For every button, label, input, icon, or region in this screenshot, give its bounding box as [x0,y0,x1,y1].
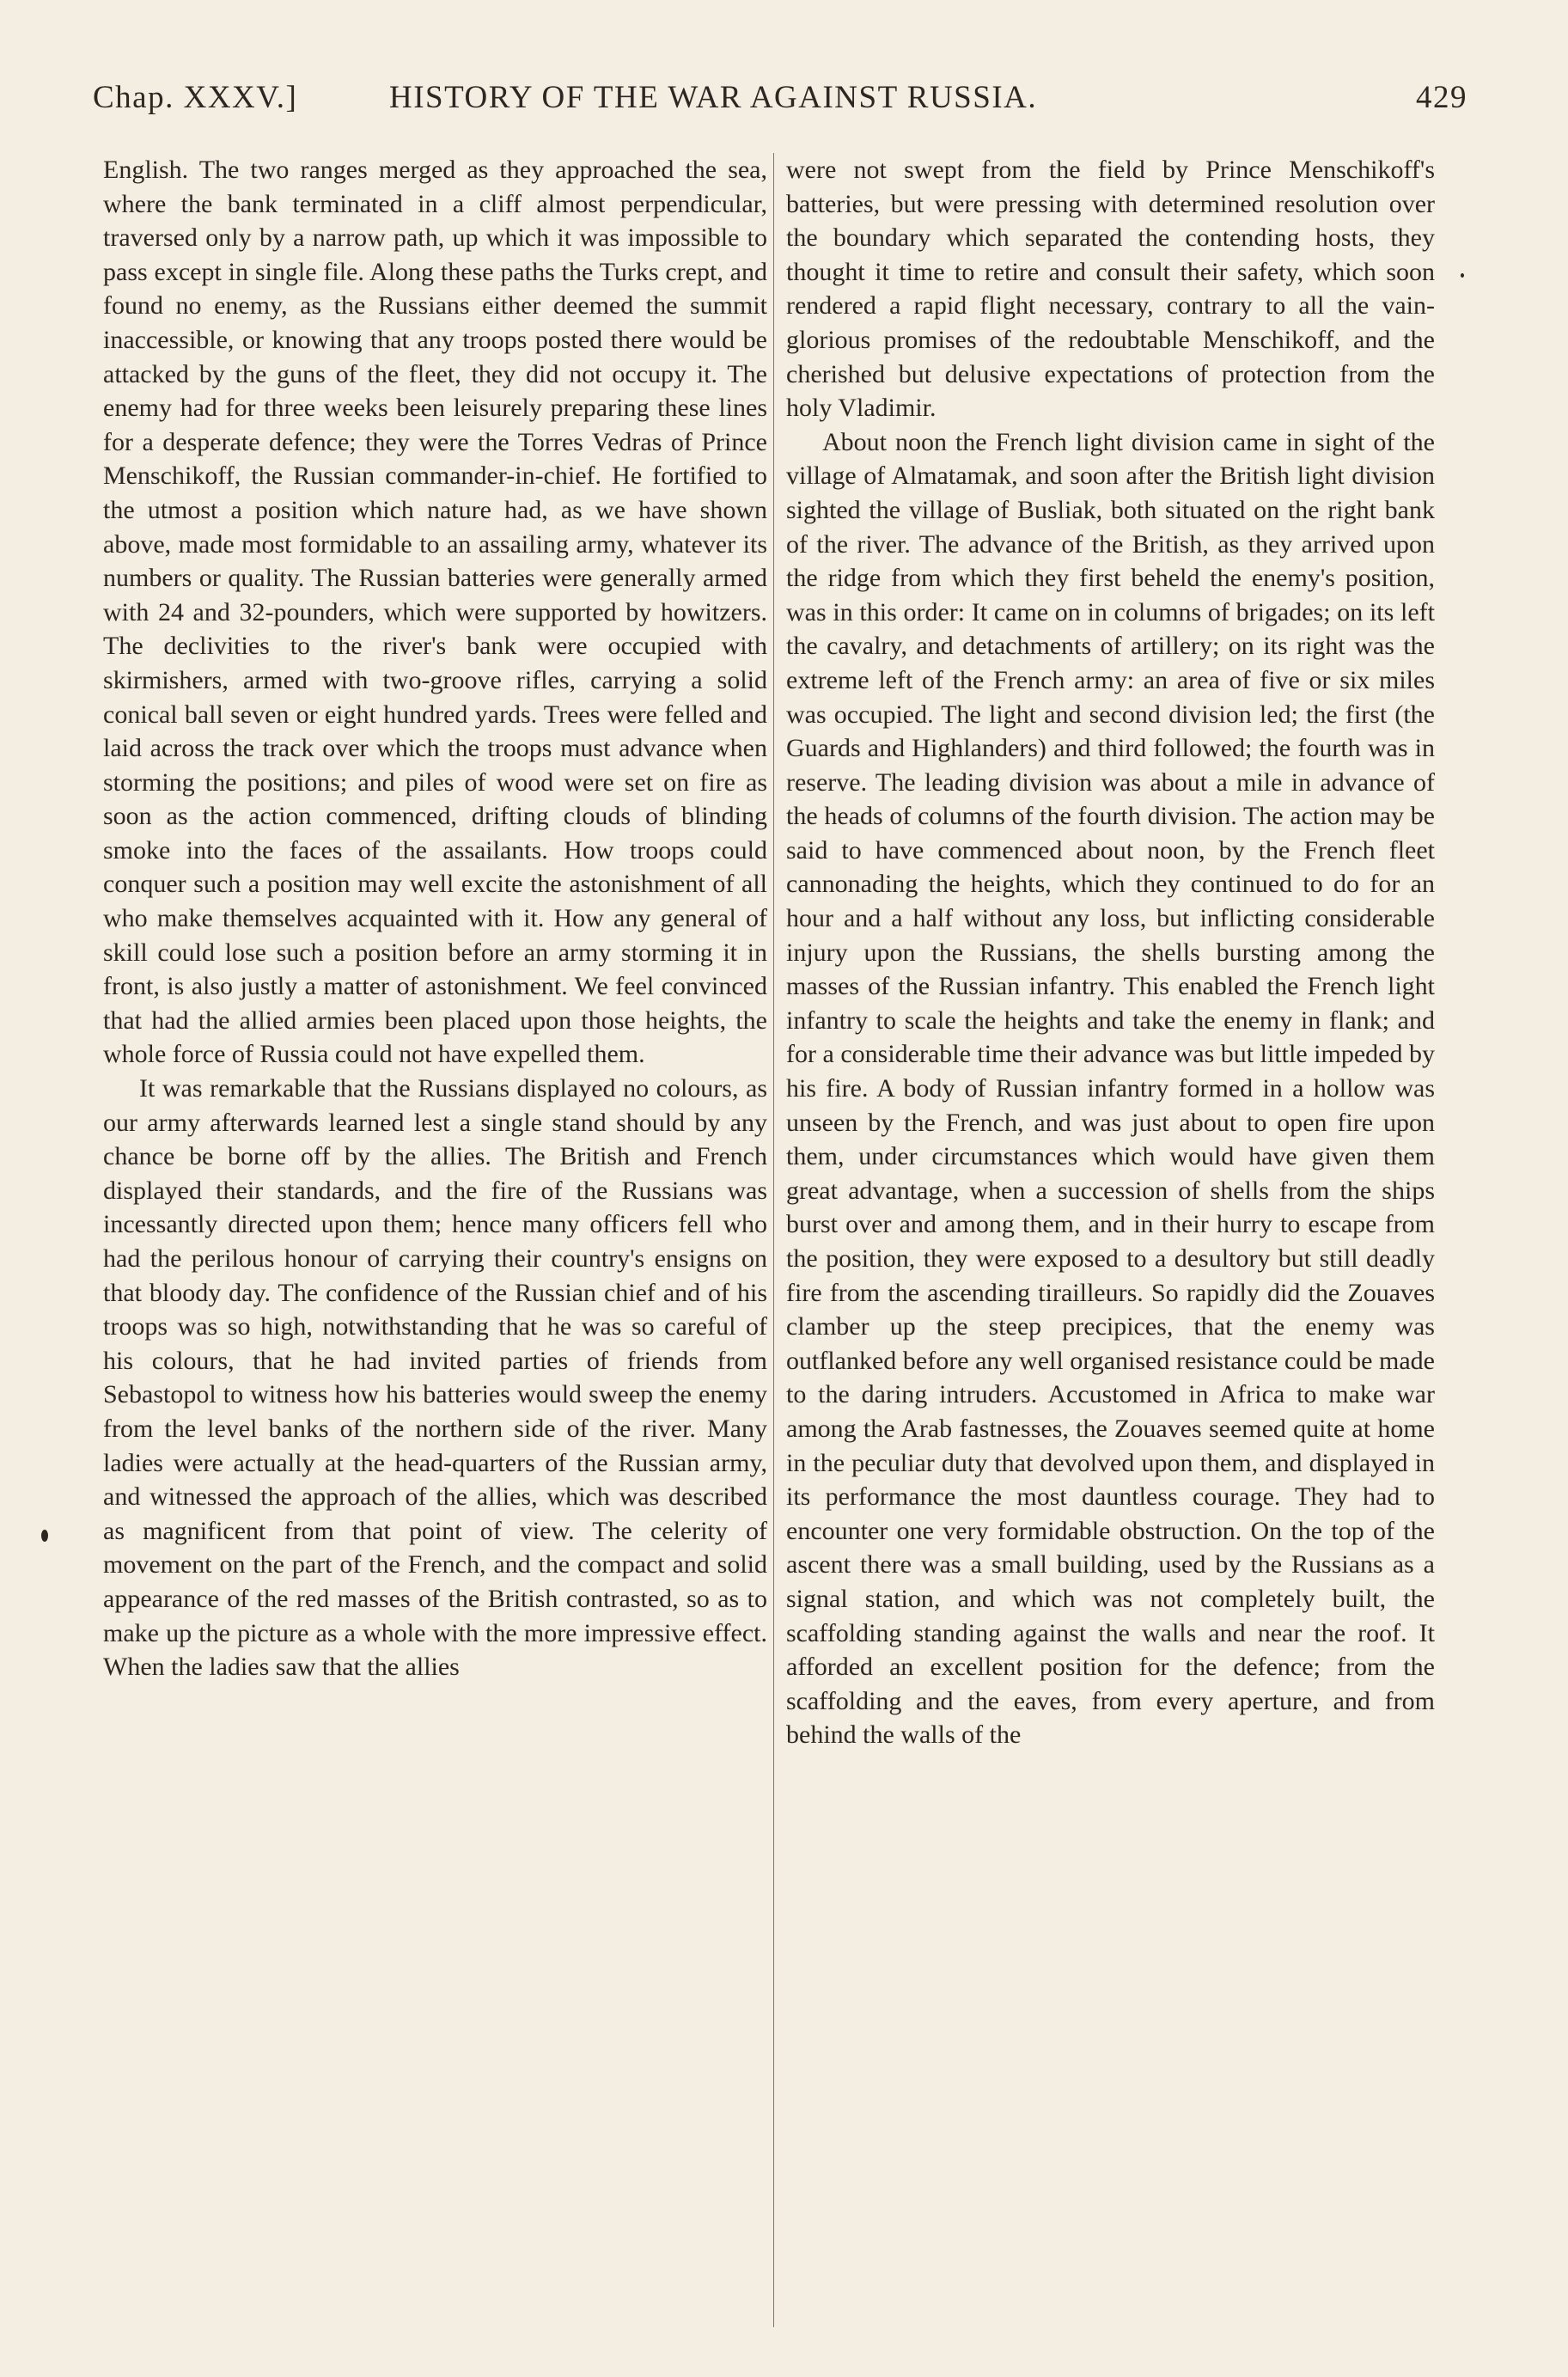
column-divider [773,153,774,2327]
right-paragraph-2: About noon the French light division came in sight of the village of Almatamak, and soon after the British light division sighted the village of Busliak, both situated on the right bank of the river. The advance of the British, as they arrived upon the ridge from which they first beheld the enemy's position, was in this order: It came on in columns of brigades; on its left the cavalry, and detachments of artillery; on its right was the extreme left of the French army: an area of five or six miles was occupied. The light and second division led; the first (the Guards and Highlanders) and third followed; the fourth was in reserve. The leading division was about a mile in advance of the heads of columns of the fourth division. The action may be said to have commenced about noon, by the French fleet cannonading the heights, which they continued to do for an hour and a half without any loss, but inflicting considerable injury upon the Russians, the shells bursting among the masses of the Russian infantry. This enabled the French light infantry to scale the heights and take the enemy in flank; and for a considerable time their advance was but little impeded by his fire. A body of Russian infantry formed in a hollow was unseen by the French, and was just about to open fire upon them, under circumstances which would have given them great advantage, when a succession of shells from the ships burst over and among them, and in their hurry to escape from the position, they were exposed to a desultory but still deadly fire from the ascending tirailleurs. So rapidly did the Zouaves clamber up the steep precipices, that the enemy was outflanked before any well organised resistance could be made to the daring intruders. Accustomed in Africa to make war among the Arab fastnesses, the Zouaves seemed quite at home in the peculiar duty that devolved upon them, and displayed in its performance the most dauntless courage. They had to encounter one very formidable obstruction. On the top of the ascent there was a small building, used by the Russians as a signal station, and which was not completely built, the scaffolding standing against the walls and near the roof. It afforded an excellent position for the defence; from the scaffolding and the eaves, from every aperture, and from behind the walls of the [786,427,1435,1750]
page-number: 429 [1416,80,1467,115]
ink-speck [41,1530,48,1542]
right-paragraph-1: were not swept from the field by Prince Menschikoff's batteries, but were pressing with determined resolution over the boundary which separated the contending hosts, they thought it time to retire and consult their safety, which soon rendered a rapid flight necessary, contrary to all the vain-glorious promises of the redoubtable Menschikoff, and the cherished but delusive expectations of protection from the holy Vladimir. [786,156,1435,423]
chapter-label: Chap. XXXV.] [93,80,298,115]
right-column [786,153,1435,1752]
running-title: HISTORY OF THE WAR AGAINST RUSSIA. [389,80,1038,115]
left-paragraph-1: English. The two ranges merged as they approached the sea, where the bank terminated in a cliff almost perpendicular, traversed only by a narrow path, up which it was impossible to pass except in single file. Along these paths the Turks crept, and found no enemy, as the Russians either deemed the summit inaccessible, or knowing that any troops posted there would be attacked by the guns of the fleet, they did not occupy it. The enemy had for three weeks been leisurely preparing these lines for a desperate defence; they were the Torres Vedras of Prince Menschikoff, the Russian commander-in-chief. He fortified to the utmost a position which nature had, as we have shown above, made most formidable to an assailing army, whatever its numbers or quality. The Russian batteries were generally armed with 24 and 32-pounders, which were supported by howitzers. The declivities to the river's bank were occupied with skirmishers, armed with two-groove rifles, carrying a solid conical ball seven or eight hundred yards. Trees were felled and laid across the track over which the troops must advance when storming the positions; and piles of wood were set on fire as soon as the action commenced, drifting clouds of blinding smoke into the faces of the assailants. How troops could conquer such a position may well excite the astonishment of all who make themselves acquainted with it. How any general of skill could lose such a position before an army storming it in front, is also justly a matter of astonishment. We feel convinced that had the allied armies been placed upon those heights, the whole force of Russia could not have expelled them. [103,156,767,1069]
ink-speck [1461,273,1464,278]
left-column [103,153,767,1684]
running-header [93,79,1467,131]
left-paragraph-2: It was remarkable that the Russians displayed no colours, as our army afterwards learned lest a single stand should by any chance be borne off by the allies. The British and French displayed their standards, and the fire of the Russians was incessantly directed upon them; hence many officers fell who had the perilous honour of carrying their country's ensigns on that bloody day. The confidence of the Russian chief and of his troops was so high, notwithstanding that he was so careful of his colours, that he had invited parties of friends from Sebastopol to witness how his batteries would sweep the enemy from the level banks of the northern side of the river. Many ladies were actually at the head-quarters of the Russian army, and witnessed the approach of the allies, which was described as magnificent from that point of view. The celerity of movement on the part of the French, and the compact and solid appearance of the red masses of the British contrasted, so as to make up the picture as a whole with the more impressive effect. When the ladies saw that the allies [103,1074,767,1682]
